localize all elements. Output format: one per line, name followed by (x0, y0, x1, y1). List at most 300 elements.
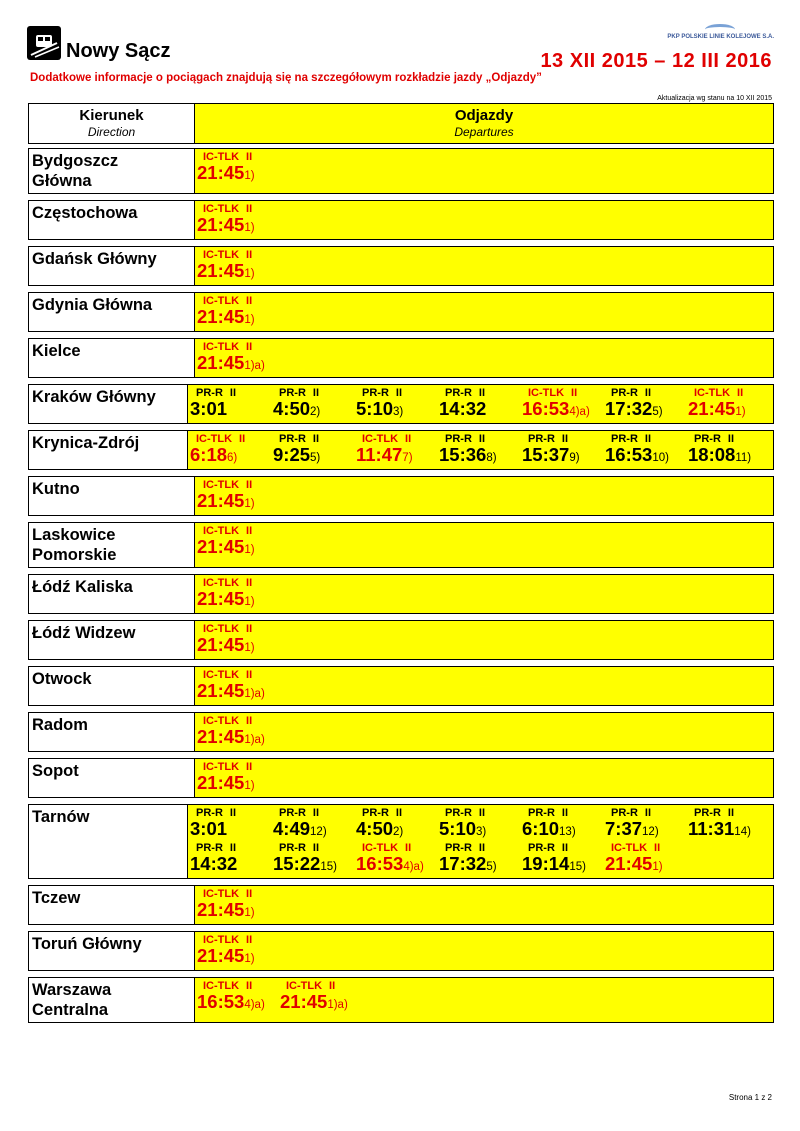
departure-time (356, 854, 439, 877)
departure-item (688, 433, 771, 468)
footnote-ref: 1) (244, 222, 255, 234)
footnote-ref: 1) (244, 596, 255, 608)
departure-item (197, 249, 280, 284)
departure-time (197, 353, 280, 376)
category-label: PR-R (611, 387, 638, 399)
category-label: PR-R (196, 842, 223, 854)
departure-time (280, 992, 363, 1015)
time-value: 15:36 (439, 444, 487, 465)
departures-cell (195, 247, 773, 285)
destination-cell (29, 149, 195, 193)
destination-name: Krynica-Zdrój (32, 434, 140, 452)
class-label: II (312, 433, 320, 445)
departure-time (197, 900, 280, 923)
pkp-logo (640, 28, 774, 44)
departure-item (356, 842, 439, 877)
time-value: 4:50 (273, 398, 311, 419)
destination-name: Laskowice (32, 526, 116, 544)
category-label: IC-TLK (362, 842, 399, 854)
time-value: 7:37 (605, 818, 643, 839)
category-label: PR-R (528, 842, 555, 854)
departures-cell (195, 575, 773, 613)
table-row (28, 977, 774, 1023)
departure-line (197, 295, 771, 330)
class-label: II (246, 479, 253, 491)
departure-time (197, 537, 280, 560)
destination-cell (29, 621, 195, 659)
time-value: 21:45 (688, 398, 736, 419)
station-name: Nowy Sącz (66, 40, 171, 62)
destination-cell (29, 978, 195, 1022)
footnote-ref: 4)a) (403, 861, 424, 873)
class-label: II (727, 807, 735, 819)
class-label: II (246, 761, 253, 773)
destination-name: Warszawa (32, 981, 112, 999)
departure-time (273, 399, 356, 422)
time-value: 4:49 (273, 818, 311, 839)
table-row (28, 804, 774, 879)
time-value: 17:32 (605, 398, 653, 419)
footnote-ref: 1)a) (327, 999, 348, 1011)
departures-cell (195, 149, 773, 193)
departure-time (439, 399, 522, 422)
footnote-ref: 1)a) (244, 360, 265, 372)
category-label: IC-TLK (203, 341, 240, 353)
departure-line (197, 934, 771, 969)
destination-name: Radom (32, 716, 88, 734)
departure-line (197, 479, 771, 514)
time-value: 15:22 (273, 853, 321, 874)
footnote-ref: 1) (244, 544, 255, 556)
category-label: PR-R (362, 807, 389, 819)
departures-cell (195, 886, 773, 924)
time-value: 5:10 (439, 818, 477, 839)
departure-item (197, 934, 280, 969)
category-label: PR-R (279, 433, 306, 445)
departure-time (197, 946, 280, 969)
destination-cell (29, 713, 195, 751)
category-label: PR-R (694, 807, 721, 819)
departure-item (197, 151, 280, 186)
table-header (28, 103, 774, 144)
footnote-ref: 3) (393, 406, 404, 418)
footnote-ref: 1) (735, 406, 746, 418)
table-row (28, 476, 774, 516)
category-label: IC-TLK (694, 387, 731, 399)
time-value: 21:45 (197, 945, 245, 966)
departure-item (190, 807, 273, 842)
page-header (0, 0, 800, 110)
departure-time (688, 819, 771, 842)
category-label: PR-R (611, 433, 638, 445)
departure-item (197, 980, 280, 1015)
footnote-ref: 12) (310, 826, 327, 838)
time-value: 16:53 (605, 444, 653, 465)
departure-item (273, 842, 356, 877)
departure-item (356, 387, 439, 422)
footnote-ref: 6) (227, 452, 238, 464)
departure-line (197, 715, 771, 750)
time-value: 21:45 (197, 536, 245, 557)
class-label: II (478, 387, 486, 399)
update-note: Aktualizacja wg stanu na 10 XII 2015 (657, 95, 772, 102)
destination-name: Sopot (32, 762, 79, 780)
footnote-ref: 14) (734, 826, 751, 838)
departure-time (605, 399, 688, 422)
footnote-ref: 13) (559, 826, 576, 838)
destination-name: Częstochowa (32, 204, 138, 222)
time-value: 21:45 (197, 162, 245, 183)
departure-item (439, 842, 522, 877)
departure-item (197, 525, 280, 560)
departure-time (197, 992, 280, 1015)
departure-time (190, 399, 273, 422)
departure-item (197, 761, 280, 796)
footnote-ref: 1) (244, 314, 255, 326)
departure-item (522, 807, 605, 842)
footnote-ref: 12) (642, 826, 659, 838)
time-value: 21:45 (197, 899, 245, 920)
departure-time (197, 215, 280, 238)
departure-time (197, 681, 280, 704)
class-label: II (246, 577, 253, 589)
departure-item (605, 433, 688, 468)
footnote-ref: 1) (244, 780, 255, 792)
departures-cell (195, 477, 773, 515)
departure-line (190, 433, 771, 468)
departure-time (197, 727, 280, 750)
departure-time (356, 819, 439, 842)
class-label: II (229, 807, 237, 819)
departure-time (197, 491, 280, 514)
destination-cell (29, 575, 195, 613)
class-label: II (246, 980, 253, 992)
time-value: 11:31 (688, 818, 735, 839)
category-label: IC-TLK (203, 577, 240, 589)
class-label: II (561, 842, 569, 854)
departure-item (197, 479, 280, 514)
destination-cell (29, 385, 188, 423)
category-label: IC-TLK (203, 715, 240, 727)
time-value: 21:45 (197, 306, 245, 327)
category-label: IC-TLK (203, 295, 240, 307)
class-label: II (246, 151, 253, 163)
destination-name: Kutno (32, 480, 80, 498)
departure-item (197, 203, 280, 238)
table-row (28, 712, 774, 752)
departure-item (605, 807, 688, 842)
class-label: II (654, 842, 661, 854)
class-label: II (727, 433, 735, 445)
departure-time (439, 445, 522, 468)
table-row (28, 758, 774, 798)
time-value: 21:45 (605, 853, 653, 874)
footnote-ref: 5) (652, 406, 663, 418)
departure-time (273, 854, 356, 877)
departure-time (190, 819, 273, 842)
departure-item (197, 669, 280, 704)
departure-item (439, 433, 522, 468)
departure-line (190, 387, 771, 422)
departures-cell (195, 978, 773, 1022)
footnote-ref: 2) (310, 406, 321, 418)
category-label: PR-R (279, 842, 306, 854)
departure-time (356, 399, 439, 422)
departure-line (197, 203, 771, 238)
time-value: 21:45 (197, 772, 245, 793)
category-label: IC-TLK (203, 623, 240, 635)
class-label: II (239, 433, 246, 445)
destination-cell (29, 293, 195, 331)
destination-cell (29, 247, 195, 285)
departure-line (190, 807, 771, 842)
footnote-ref: 15) (569, 861, 586, 873)
destination-name: Bydgoszcz (32, 152, 119, 170)
footnote-ref: 7) (402, 452, 413, 464)
destination-name: Toruń Główny (32, 935, 142, 953)
table-row (28, 200, 774, 240)
class-label: II (246, 715, 253, 727)
destination-name: Otwock (32, 670, 92, 688)
category-label: PR-R (528, 807, 555, 819)
departure-time (197, 635, 280, 658)
departure-item (190, 387, 273, 422)
departure-time (439, 854, 522, 877)
class-label: II (405, 842, 412, 854)
destination-cell (29, 759, 195, 797)
category-label: IC-TLK (203, 669, 240, 681)
time-value: 18:08 (688, 444, 736, 465)
time-value: 21:45 (197, 214, 245, 235)
destination-cell (29, 431, 188, 469)
departure-time (439, 819, 522, 842)
departure-item (522, 387, 605, 422)
time-value: 16:53 (197, 991, 245, 1012)
category-label: PR-R (445, 842, 472, 854)
time-value: 21:45 (280, 991, 328, 1012)
class-label: II (644, 433, 652, 445)
departure-time (190, 445, 273, 468)
class-label: II (246, 295, 253, 307)
departures-cell (195, 201, 773, 239)
time-value: 21:45 (197, 680, 245, 701)
class-label: II (246, 623, 253, 635)
footnote-ref: 2) (393, 826, 404, 838)
class-label: II (478, 842, 486, 854)
category-label: PR-R (362, 387, 389, 399)
departure-item (439, 807, 522, 842)
time-value: 16:53 (522, 398, 570, 419)
time-value: 5:10 (356, 398, 394, 419)
departure-item (273, 433, 356, 468)
class-label: II (246, 888, 253, 900)
footnote-ref: 11) (735, 452, 752, 464)
departure-item (356, 807, 439, 842)
category-label: IC-TLK (203, 479, 240, 491)
time-value: 14:32 (190, 853, 238, 874)
destination-name: Gdynia Główna (32, 296, 153, 314)
departure-line (197, 888, 771, 923)
category-label: IC-TLK (203, 761, 240, 773)
departure-time (273, 445, 356, 468)
departure-line (197, 249, 771, 284)
class-label: II (478, 807, 486, 819)
category-label: IC-TLK (203, 203, 240, 215)
category-label: PR-R (445, 433, 472, 445)
departure-item (605, 842, 688, 877)
table-row (28, 885, 774, 925)
footnote-ref: 4)a) (569, 406, 590, 418)
departure-time (190, 854, 273, 877)
departure-item (197, 295, 280, 330)
table-row (28, 246, 774, 286)
table-row (28, 666, 774, 706)
time-value: 14:32 (439, 398, 487, 419)
departure-item (605, 387, 688, 422)
departure-line (197, 341, 771, 376)
table-row (28, 384, 774, 424)
train-icon (27, 26, 61, 60)
footnote-ref: 1) (244, 907, 255, 919)
time-value: 3:01 (190, 398, 228, 419)
validity-period: 13 XII 2015 – 12 III 2016 (540, 50, 772, 72)
category-label: IC-TLK (203, 980, 240, 992)
category-label: IC-TLK (203, 525, 240, 537)
table-row (28, 522, 774, 568)
footnote-ref: 1) (652, 861, 663, 873)
departure-item (197, 341, 280, 376)
destination-cell (29, 667, 195, 705)
departure-line (197, 980, 771, 1015)
class-label: II (246, 669, 253, 681)
departure-time (197, 163, 280, 186)
class-label: II (571, 387, 578, 399)
time-value: 3:01 (190, 818, 228, 839)
departures-cell (188, 805, 773, 878)
timetable (28, 103, 774, 1029)
class-label: II (395, 807, 403, 819)
destination-name: Tczew (32, 889, 81, 907)
time-value: 21:45 (197, 726, 245, 747)
category-label: PR-R (279, 387, 306, 399)
destination-cell (29, 201, 195, 239)
departure-line (197, 669, 771, 704)
departures-cell (195, 621, 773, 659)
direction-header: Kierunek Direction (29, 104, 195, 143)
time-value: 11:47 (356, 444, 403, 465)
departure-item (197, 715, 280, 750)
logo-text: PKP POLSKIE LINIE KOLEJOWE S.A. (667, 34, 774, 40)
table-row (28, 620, 774, 660)
destination-name: Kielce (32, 342, 81, 360)
table-row (28, 292, 774, 332)
class-label: II (644, 807, 652, 819)
departure-item (522, 842, 605, 877)
departure-time (197, 261, 280, 284)
departure-time (605, 854, 688, 877)
category-label: IC-TLK (362, 433, 399, 445)
category-label: IC-TLK (203, 888, 240, 900)
table-row (28, 931, 774, 971)
category-label: IC-TLK (528, 387, 565, 399)
time-value: 4:50 (356, 818, 394, 839)
footnote-ref: 1)a) (244, 734, 265, 746)
footnote-ref: 3) (476, 826, 487, 838)
class-label: II (246, 934, 253, 946)
info-note: Dodatkowe informacje o pociągach znajdują się na szczegółowym rozkładzie jazdy „Odjazdy” (30, 72, 542, 84)
class-label: II (405, 433, 412, 445)
category-label: IC-TLK (203, 151, 240, 163)
departure-line (197, 577, 771, 612)
class-label: II (312, 807, 320, 819)
departure-item (190, 842, 273, 877)
class-label: II (395, 387, 403, 399)
table-row (28, 574, 774, 614)
footnote-ref: 5) (310, 452, 321, 464)
departure-item (197, 623, 280, 658)
class-label: II (737, 387, 744, 399)
destination-cell (29, 805, 188, 878)
departure-time (605, 819, 688, 842)
time-value: 21:45 (197, 588, 245, 609)
time-value: 21:45 (197, 260, 245, 281)
destination-name: Kraków Główny (32, 388, 156, 406)
departures-cell (195, 759, 773, 797)
departures-cell (195, 932, 773, 970)
table-row (28, 148, 774, 194)
footnote-ref: 1) (244, 498, 255, 510)
class-label: II (312, 387, 320, 399)
category-label: PR-R (279, 807, 306, 819)
footnote-ref: 9) (569, 452, 580, 464)
footnote-ref: 4)a) (244, 999, 265, 1011)
time-value: 6:10 (522, 818, 560, 839)
class-label: II (246, 249, 253, 261)
destination-name: Centralna (32, 1001, 109, 1019)
class-label: II (229, 387, 237, 399)
destination-cell (29, 932, 195, 970)
departure-item (273, 807, 356, 842)
departures-cell (195, 339, 773, 377)
departure-time (197, 307, 280, 330)
page-number: Strona 1 z 2 (728, 1093, 772, 1102)
footnote-ref: 15) (320, 861, 337, 873)
departure-item (280, 980, 363, 1015)
destination-name: Tarnów (32, 808, 90, 826)
footnote-ref: 10) (652, 452, 669, 464)
departure-time (522, 399, 605, 422)
time-value: 19:14 (522, 853, 570, 874)
destination-name: Łódź Kaliska (32, 578, 133, 596)
departures-cell (195, 523, 773, 567)
departure-item (190, 433, 273, 468)
departure-time (688, 445, 771, 468)
departure-time (273, 819, 356, 842)
departures-cell (188, 385, 773, 423)
departures-cell (195, 713, 773, 751)
departure-line (197, 761, 771, 796)
category-label: PR-R (196, 387, 223, 399)
class-label: II (561, 433, 569, 445)
departure-time (522, 445, 605, 468)
time-value: 17:32 (439, 853, 487, 874)
departure-item (439, 387, 522, 422)
category-label: IC-TLK (203, 249, 240, 261)
departure-time (356, 445, 439, 468)
departures-header: Odjazdy Departures (195, 104, 773, 143)
category-label: PR-R (445, 387, 472, 399)
departure-item (688, 387, 771, 422)
